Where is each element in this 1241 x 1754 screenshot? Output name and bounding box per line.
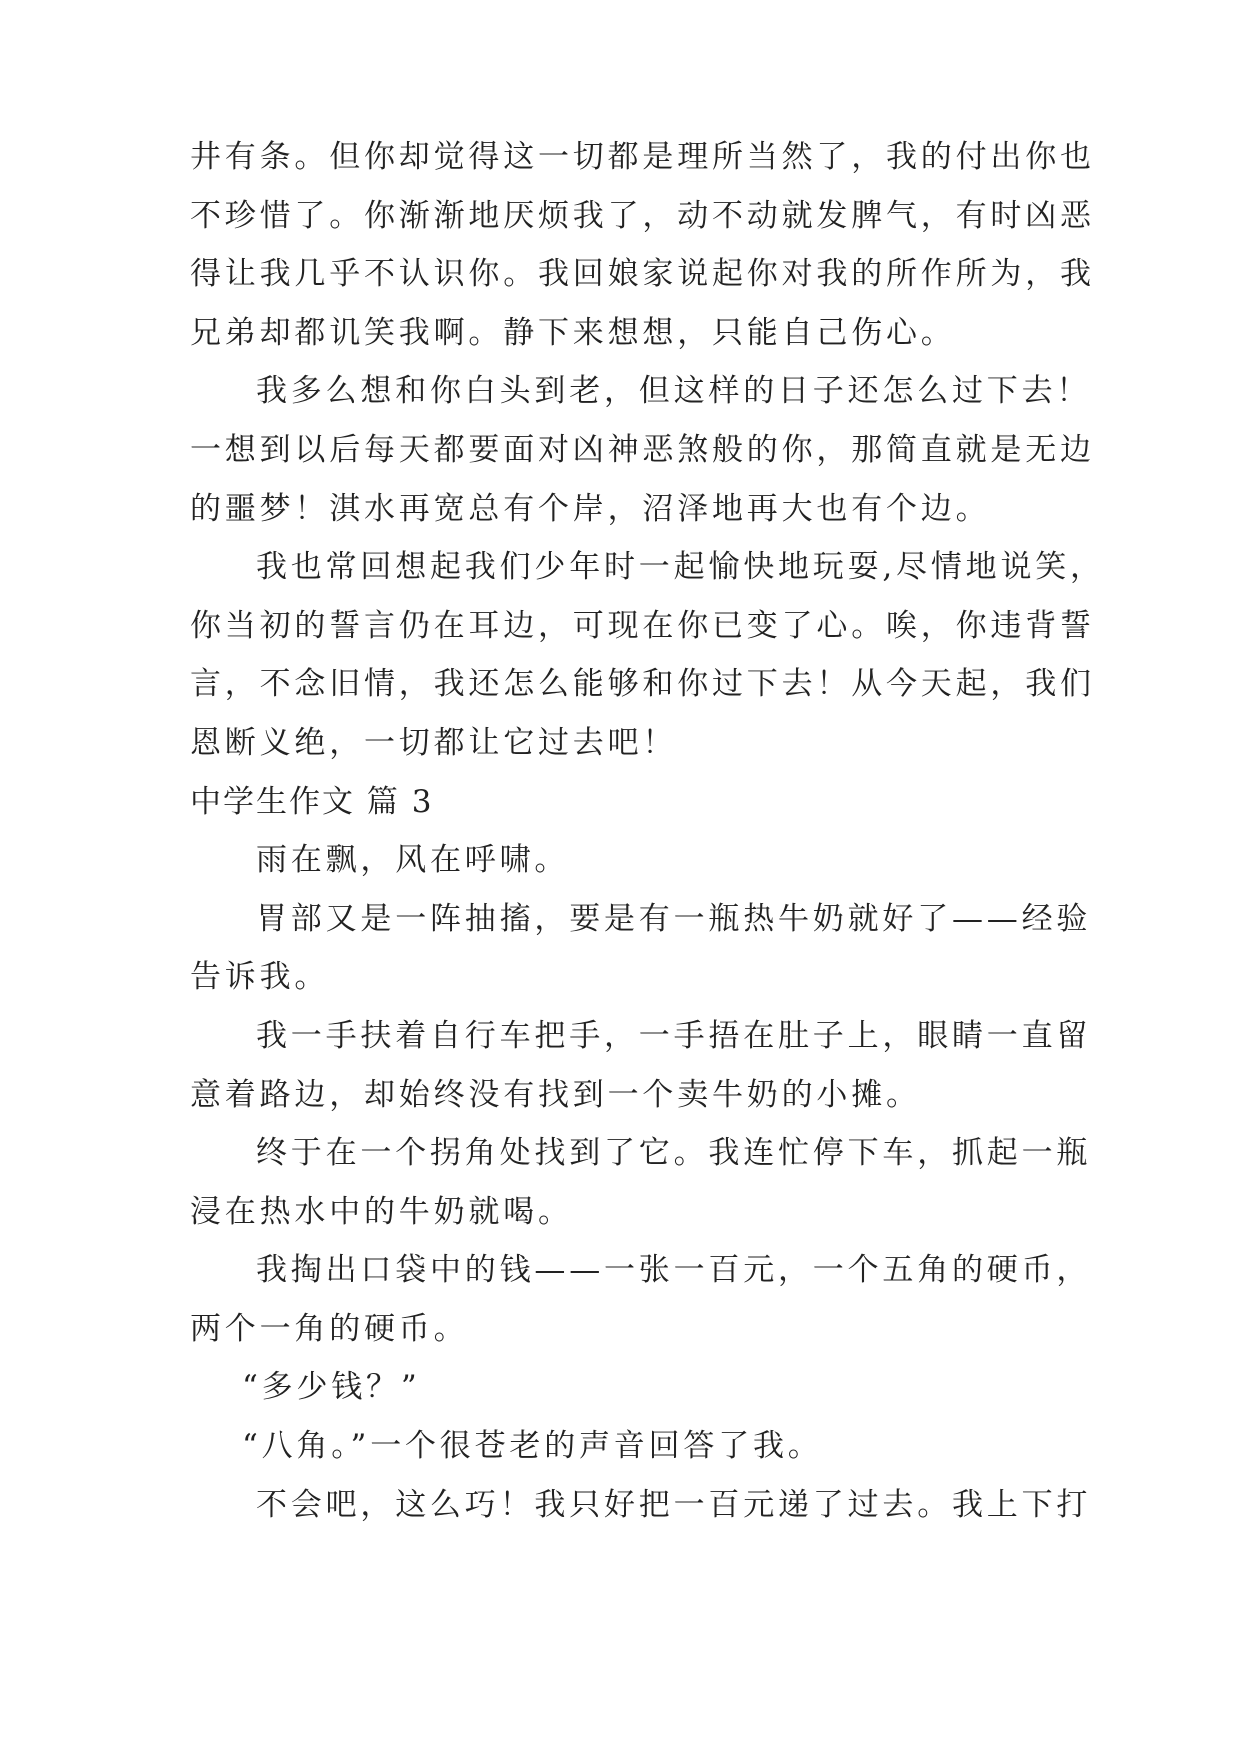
paragraph-line: 不珍惜了。你渐渐地厌烦我了，动不动就发脾气，有时凶恶 xyxy=(190,197,1095,234)
paragraph-line: 言，不念旧情，我还怎么能够和你过下去！从今天起，我们 xyxy=(190,666,1095,703)
paragraph-line: 不会吧，这么巧！我只好把一百元递了过去。我上下打 xyxy=(256,1486,1092,1523)
paragraph-line: 胃部又是一阵抽搐，要是有一瓶热牛奶就好了——经验 xyxy=(256,900,1092,937)
paragraph-line: 一想到以后每天都要面对凶神恶煞般的你，那简直就是无边 xyxy=(190,431,1095,468)
paragraph-line: 我掏出口袋中的钱——一张一百元，一个五角的硬币， xyxy=(256,1252,1092,1289)
dialogue-line: “八角。”一个很苍老的声音回答了我。 xyxy=(242,1428,823,1465)
paragraph-line: 井有条。但你却觉得这一切都是理所当然了，我的付出你也 xyxy=(190,139,1095,175)
paragraph-line: 我也常回想起我们少年时一起愉快地玩耍,尽情地说笑， xyxy=(256,549,1105,586)
paragraph-line: 雨在飘，风在呼啸。 xyxy=(256,842,570,879)
paragraph-line: 得让我几乎不认识你。我回娘家说起你对我的所作所为，我 xyxy=(190,256,1095,293)
paragraph-line: 我一手扶着自行车把手，一手捂在肚子上，眼睛一直留 xyxy=(256,1017,1092,1054)
paragraph-line: 告诉我。 xyxy=(190,959,330,996)
paragraph-line: 浸在热水中的牛奶就喝。 xyxy=(190,1193,573,1230)
section-heading: 中学生作文 篇 3 xyxy=(190,783,434,820)
paragraph-line: 我多么想和你白头到老，但这样的日子还怎么过下去！ xyxy=(256,373,1092,410)
paragraph-line: 你当初的誓言仍在耳边，可现在你已变了心。唉，你违背誓 xyxy=(190,607,1095,644)
paragraph-line: 恩断义绝，一切都让它过去吧！ xyxy=(190,724,678,761)
paragraph-line: 意着路边，却始终没有找到一个卖牛奶的小摊。 xyxy=(190,1076,921,1113)
paragraph-line: 兄弟却都讥笑我啊。静下来想想，只能自己伤心。 xyxy=(190,314,956,351)
article-body xyxy=(190,128,1105,1534)
paragraph-line: 的噩梦！淇水再宽总有个岸，沼泽地再大也有个边。 xyxy=(190,490,991,527)
dialogue-line: “多少钱？” xyxy=(242,1369,421,1406)
paragraph-line: 终于在一个拐角处找到了它。我连忙停下车，抓起一瓶 xyxy=(256,1135,1092,1172)
paragraph-line: 两个一角的硬币。 xyxy=(190,1310,469,1347)
